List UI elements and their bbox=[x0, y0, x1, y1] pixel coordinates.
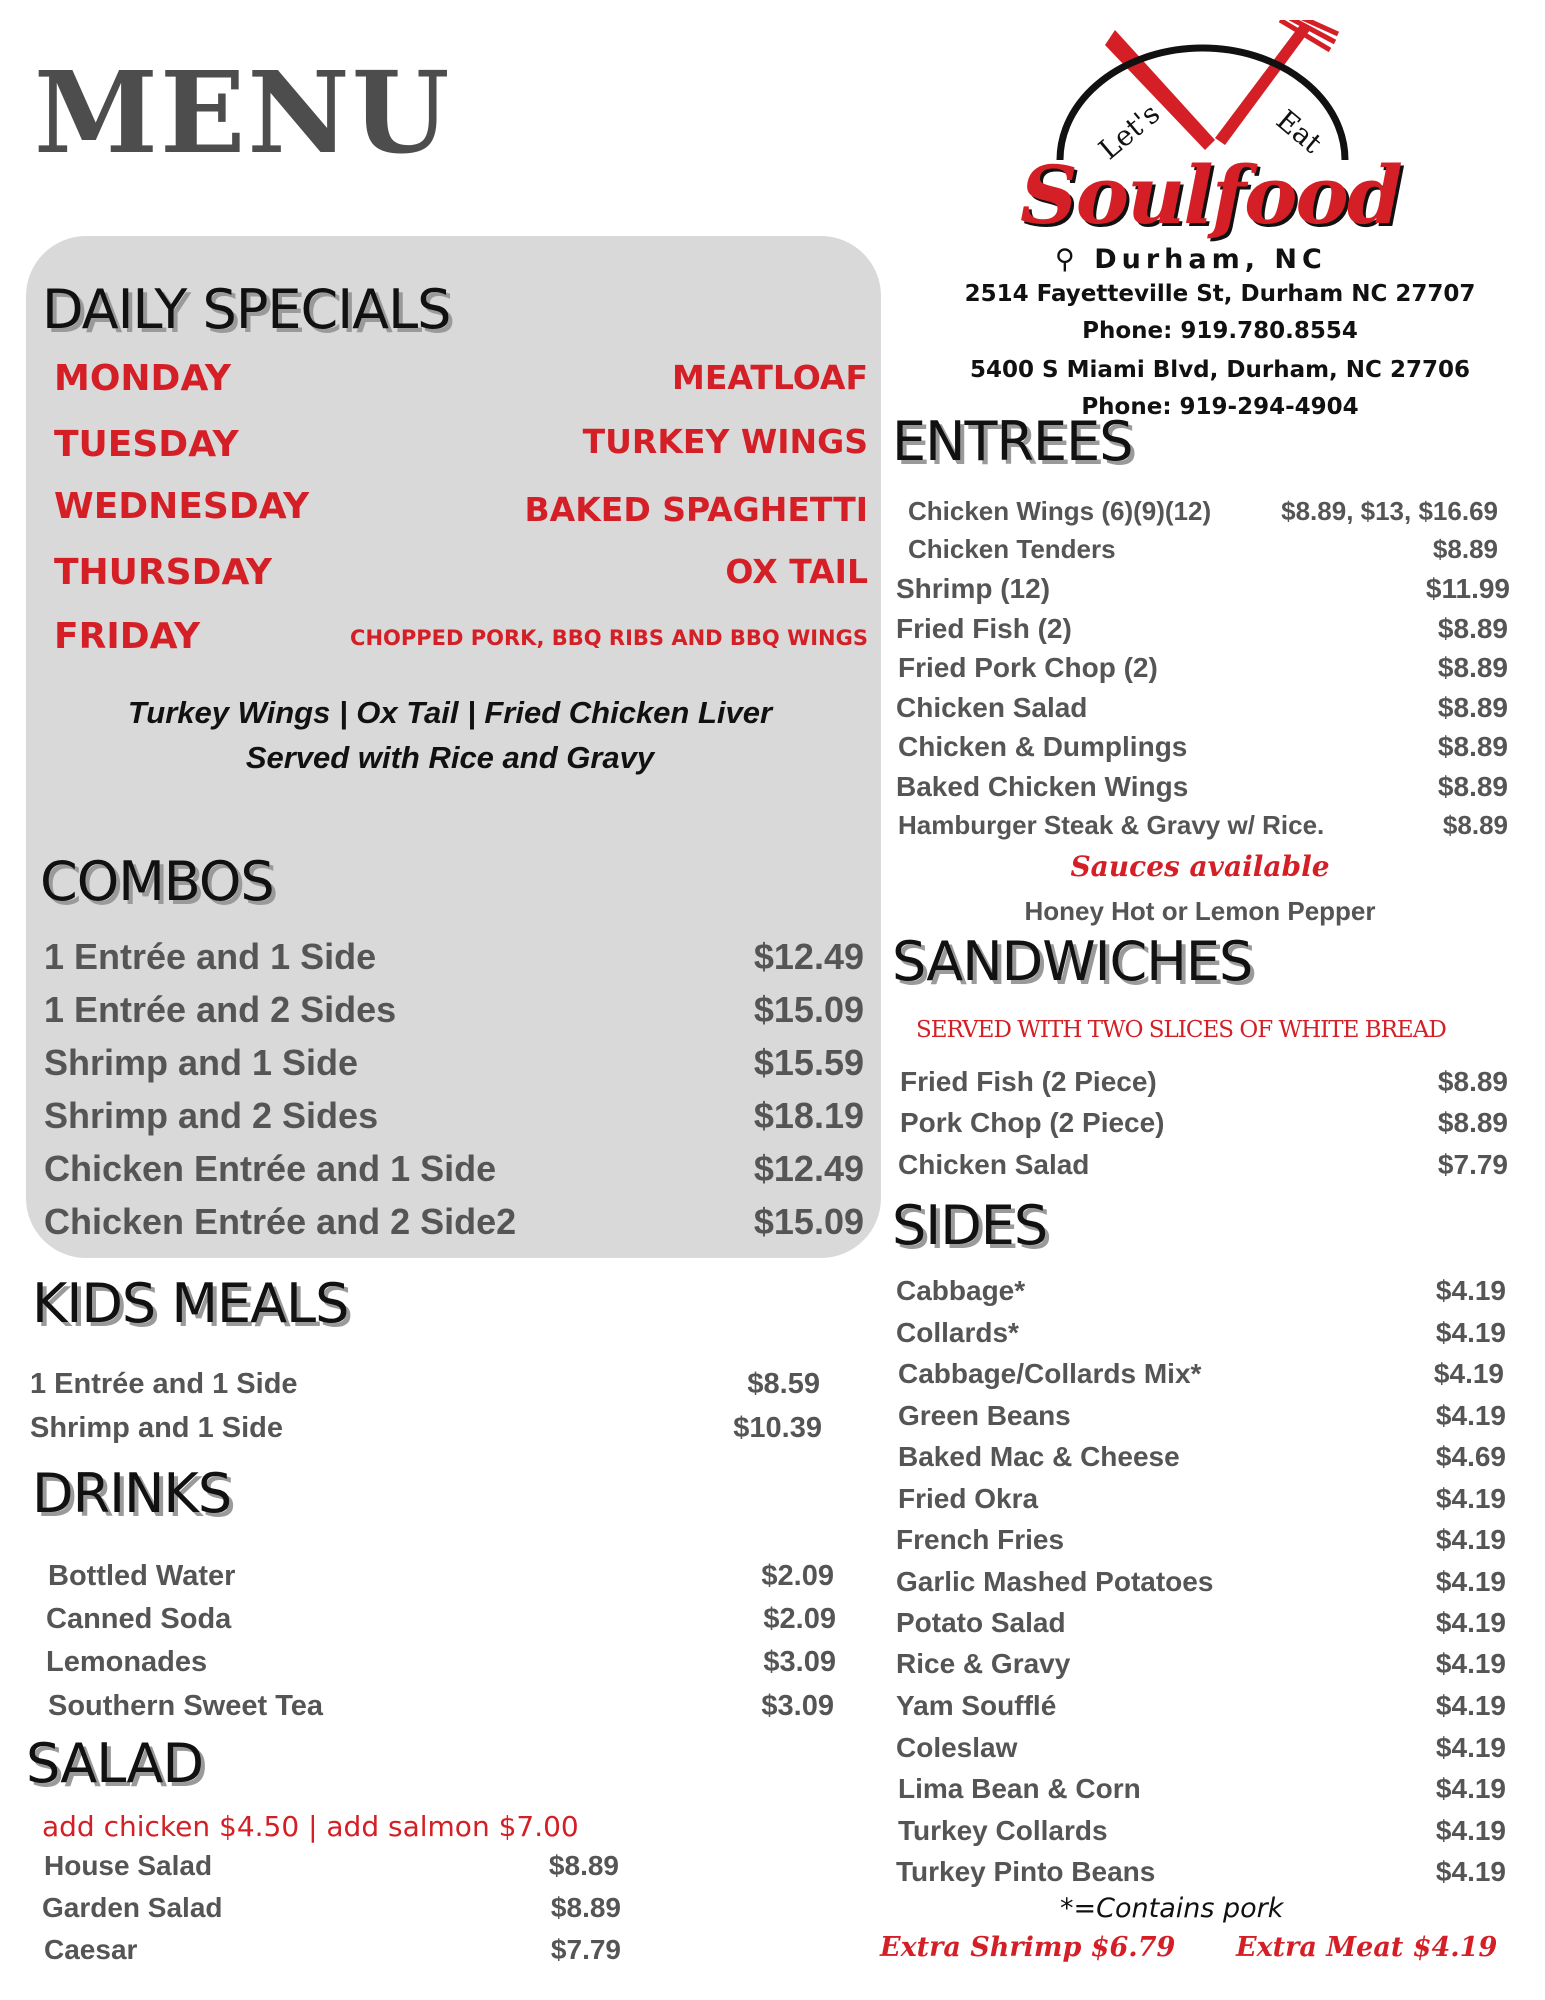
item-price: $15.09 bbox=[753, 1201, 864, 1242]
salad-row bbox=[44, 1934, 621, 1966]
item-name: House Salad bbox=[44, 1850, 213, 1881]
item-name: Chicken Wings (6)(9)(12) bbox=[908, 496, 1212, 526]
combo-row bbox=[44, 1095, 864, 1137]
sandwiches-heading: SANDWICHES bbox=[892, 930, 1253, 993]
item-name: Chicken Tenders bbox=[908, 534, 1116, 564]
side-row bbox=[896, 1524, 1506, 1556]
day-label: TUESDAY bbox=[54, 424, 239, 465]
item-price: $4.19 bbox=[1435, 1690, 1506, 1721]
sides-heading: SIDES bbox=[892, 1194, 1048, 1257]
day-dish: MEATLOAF bbox=[672, 358, 868, 397]
item-price: $8.89 bbox=[1437, 1107, 1508, 1138]
item-price: $4.19 bbox=[1435, 1607, 1506, 1638]
extra-meat: Extra Meat $4.19 bbox=[1236, 1932, 1498, 1963]
drink-row bbox=[48, 1560, 834, 1593]
side-row bbox=[896, 1566, 1506, 1598]
item-name: Chicken Entrée and 1 Side bbox=[44, 1148, 497, 1189]
item-name: Fried Okra bbox=[898, 1483, 1039, 1514]
logo-eat-text: Eat bbox=[1270, 103, 1329, 160]
item-price: $8.89 bbox=[1437, 1066, 1508, 1097]
item-price: $4.19 bbox=[1435, 1317, 1506, 1348]
item-price: $3.09 bbox=[761, 1690, 834, 1722]
specials-note-line-1: Turkey Wings | Ox Tail | Fried Chicken Liver bbox=[127, 695, 773, 730]
item-name: Garden Salad bbox=[42, 1892, 223, 1923]
day-dish: BAKED SPAGHETTI bbox=[524, 490, 868, 529]
combo-row bbox=[44, 1042, 864, 1084]
item-name: Shrimp (12) bbox=[896, 573, 1051, 604]
item-name: Yam Soufflé bbox=[896, 1690, 1057, 1721]
day-dish: TURKEY WINGS bbox=[582, 422, 868, 461]
item-price: $11.99 bbox=[1425, 573, 1510, 604]
item-price: $8.59 bbox=[747, 1368, 820, 1400]
day-label: MONDAY bbox=[54, 358, 231, 399]
item-price: $8.89, $13, $16.69 bbox=[1281, 496, 1498, 526]
location-city bbox=[1055, 244, 1327, 275]
item-price: $15.09 bbox=[753, 989, 864, 1030]
day-label: THURSDAY bbox=[54, 552, 272, 593]
phone-2: Phone: 919-294-4904 bbox=[1081, 394, 1359, 420]
logo-lets-text: Let's bbox=[1092, 96, 1167, 167]
drink-row bbox=[46, 1646, 836, 1679]
item-price: $7.79 bbox=[1437, 1149, 1508, 1180]
item-name: 1 Entrée and 2 Sides bbox=[44, 989, 397, 1030]
item-price: $8.89 bbox=[1437, 771, 1508, 802]
sauces-list: Honey Hot or Lemon Pepper bbox=[1024, 896, 1376, 926]
item-name: Bottled Water bbox=[48, 1560, 236, 1592]
item-name: Chicken Salad bbox=[898, 1149, 1090, 1180]
daily-specials-heading: DAILY SPECIALS bbox=[42, 278, 451, 341]
item-name: 1 Entrée and 1 Side bbox=[30, 1368, 298, 1400]
salad-addons: add chicken $4.50 | add salmon $7.00 bbox=[42, 1810, 579, 1843]
item-price: $2.09 bbox=[763, 1603, 836, 1635]
item-name: Baked Chicken Wings bbox=[896, 771, 1189, 802]
item-name: Collards* bbox=[896, 1317, 1019, 1348]
item-name: Turkey Pinto Beans bbox=[896, 1856, 1156, 1887]
item-price: $4.19 bbox=[1435, 1566, 1506, 1597]
item-name: Chicken Entrée and 2 Side2 bbox=[44, 1201, 517, 1242]
sandwiches-subtitle: SERVED WITH TWO SLICES OF WHITE BREAD bbox=[916, 1017, 1446, 1043]
sandwich-row bbox=[900, 1107, 1508, 1139]
item-name: Cabbage/Collards Mix* bbox=[898, 1358, 1202, 1389]
item-name: Fried Pork Chop (2) bbox=[898, 652, 1158, 683]
item-price: $18.19 bbox=[753, 1095, 864, 1136]
item-price: $15.59 bbox=[753, 1042, 864, 1083]
salad-row bbox=[44, 1850, 619, 1882]
item-name: French Fries bbox=[896, 1524, 1065, 1555]
item-price: $4.69 bbox=[1435, 1441, 1506, 1472]
sandwich-row bbox=[898, 1149, 1508, 1181]
item-price: $4.19 bbox=[1433, 1358, 1504, 1389]
item-price: $10.39 bbox=[733, 1412, 822, 1444]
item-name: Turkey Collards bbox=[898, 1815, 1108, 1846]
item-name: Cabbage* bbox=[896, 1275, 1026, 1306]
item-price: $4.19 bbox=[1435, 1400, 1506, 1431]
sauces-label: Sauces available bbox=[1070, 850, 1330, 883]
item-price: $8.89 bbox=[1437, 692, 1508, 723]
item-price: $7.79 bbox=[550, 1934, 621, 1965]
side-row bbox=[898, 1400, 1506, 1432]
item-price: $8.89 bbox=[1442, 810, 1508, 840]
salad-heading: SALAD bbox=[26, 1732, 204, 1795]
city-text: Durham, NC bbox=[1094, 244, 1327, 275]
item-name: Southern Sweet Tea bbox=[48, 1690, 324, 1722]
side-row bbox=[896, 1317, 1506, 1349]
side-row bbox=[898, 1358, 1504, 1390]
pork-footnote: *=Contains pork bbox=[1060, 1893, 1284, 1924]
side-row bbox=[896, 1607, 1506, 1639]
kids-meals-heading: KIDS MEALS bbox=[32, 1272, 349, 1335]
item-name: Shrimp and 1 Side bbox=[30, 1412, 283, 1444]
phone-1: Phone: 919.780.8554 bbox=[1082, 318, 1358, 344]
side-row bbox=[896, 1648, 1506, 1680]
entree-row bbox=[896, 692, 1508, 724]
item-price: $4.19 bbox=[1435, 1483, 1506, 1514]
item-price: $8.89 bbox=[548, 1850, 619, 1881]
entree-row bbox=[898, 810, 1508, 841]
day-label: FRIDAY bbox=[54, 616, 201, 657]
side-row bbox=[898, 1483, 1506, 1515]
item-price: $8.89 bbox=[550, 1892, 621, 1923]
day-label: WEDNESDAY bbox=[54, 486, 310, 527]
item-price: $4.19 bbox=[1435, 1275, 1506, 1306]
item-name: 1 Entrée and 1 Side bbox=[44, 936, 377, 977]
entree-row bbox=[896, 771, 1508, 803]
side-row bbox=[896, 1275, 1506, 1307]
combo-row bbox=[44, 936, 864, 978]
item-name: Green Beans bbox=[898, 1400, 1071, 1431]
address-2: 5400 S Miami Blvd, Durham, NC 27706 bbox=[970, 357, 1470, 383]
logo bbox=[1000, 20, 1400, 250]
entree-row bbox=[898, 731, 1508, 763]
item-name: Shrimp and 2 Sides bbox=[44, 1095, 379, 1136]
side-row bbox=[898, 1441, 1506, 1473]
item-name: Garlic Mashed Potatoes bbox=[896, 1566, 1214, 1597]
combos-heading: COMBOS bbox=[40, 850, 274, 913]
salad-row bbox=[42, 1892, 621, 1924]
side-row bbox=[898, 1773, 1506, 1805]
item-price: $4.19 bbox=[1435, 1815, 1506, 1846]
item-price: $4.19 bbox=[1435, 1856, 1506, 1887]
item-name: Potato Salad bbox=[896, 1607, 1066, 1638]
item-price: $4.19 bbox=[1435, 1524, 1506, 1555]
item-price: $12.49 bbox=[753, 1148, 864, 1189]
item-name: Fried Fish (2) bbox=[896, 613, 1072, 644]
combo-row bbox=[44, 1148, 864, 1190]
item-name: Canned Soda bbox=[46, 1603, 232, 1635]
item-price: $8.89 bbox=[1432, 534, 1498, 564]
entree-row bbox=[908, 534, 1498, 565]
item-price: $4.19 bbox=[1435, 1648, 1506, 1679]
day-dish: CHOPPED PORK, BBQ RIBS AND BBQ WINGS bbox=[350, 626, 868, 650]
drink-row bbox=[48, 1690, 834, 1723]
item-price: $2.09 bbox=[761, 1560, 834, 1592]
entrees-heading: ENTREES bbox=[892, 410, 1133, 473]
item-name: Caesar bbox=[44, 1934, 138, 1965]
drinks-heading: DRINKS bbox=[32, 1462, 232, 1525]
map-pin-icon: ⚲ bbox=[1055, 244, 1080, 275]
specials-note-line-2: Served with Rice and Gravy bbox=[245, 740, 655, 775]
item-name: Chicken Salad bbox=[896, 692, 1088, 723]
item-price: $4.19 bbox=[1435, 1773, 1506, 1804]
entree-row bbox=[898, 652, 1508, 684]
item-name: Pork Chop (2 Piece) bbox=[900, 1107, 1165, 1138]
combo-row bbox=[44, 1201, 864, 1243]
item-name: Lemonades bbox=[46, 1646, 208, 1678]
item-price: $4.19 bbox=[1435, 1732, 1506, 1763]
combo-row bbox=[44, 989, 864, 1031]
kids-meal-row bbox=[30, 1412, 822, 1445]
item-name: Coleslaw bbox=[896, 1732, 1018, 1763]
entree-row bbox=[908, 496, 1498, 527]
page-title: MENU bbox=[34, 48, 452, 179]
side-row bbox=[896, 1856, 1506, 1888]
item-price: $3.09 bbox=[763, 1646, 836, 1678]
sandwich-row bbox=[900, 1066, 1508, 1098]
item-price: $8.89 bbox=[1437, 613, 1508, 644]
item-price: $12.49 bbox=[753, 936, 864, 977]
side-row bbox=[898, 1815, 1506, 1847]
item-name: Fried Fish (2 Piece) bbox=[900, 1066, 1157, 1097]
item-name: Hamburger Steak & Gravy w/ Rice. bbox=[898, 810, 1325, 840]
drink-row bbox=[46, 1603, 836, 1636]
side-row bbox=[896, 1732, 1506, 1764]
item-name: Baked Mac & Cheese bbox=[898, 1441, 1180, 1472]
extra-shrimp: Extra Shrimp $6.79 bbox=[880, 1932, 1176, 1963]
item-name: Shrimp and 1 Side bbox=[44, 1042, 359, 1083]
item-price: $8.89 bbox=[1437, 652, 1508, 683]
item-name: Chicken & Dumplings bbox=[898, 731, 1188, 762]
entree-row bbox=[896, 613, 1508, 645]
item-name: Rice & Gravy bbox=[896, 1648, 1071, 1679]
item-price: $8.89 bbox=[1437, 731, 1508, 762]
item-name: Lima Bean & Corn bbox=[898, 1773, 1141, 1804]
logo-soulfood-text: Soulfood bbox=[1020, 148, 1401, 242]
address-1: 2514 Fayetteville St, Durham NC 27707 bbox=[964, 281, 1476, 307]
entree-row bbox=[896, 573, 1510, 605]
day-dish: OX TAIL bbox=[725, 552, 868, 591]
kids-meal-row bbox=[30, 1368, 820, 1401]
side-row bbox=[896, 1690, 1506, 1722]
